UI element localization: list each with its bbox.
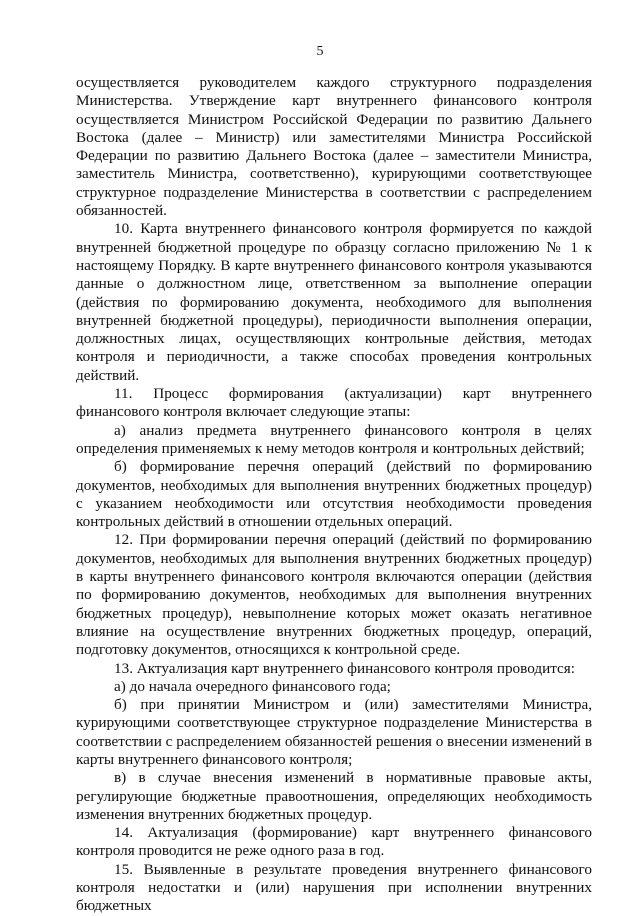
paragraph-continuation: осуществляется руководителем каждого структурного подразделения Министерства. Утверждение карт внутреннего финансового контроля осуществляется Министром Российской Федерации по развитию Дальнего Востока (далее – Министр) или заместителями Министра Российской Федерации по развитию Дальнего Востока (далее – заместители Министра, заместитель Министра, соответственно), курирующими соответствующее структурное подразделение Министерства в соответствии с распределением обязанностей. [76, 74, 592, 220]
paragraph-12: 12. При формировании перечня операций (действий по формированию документов, необходимых для выполнения внутренних бюджетных процедур) в карты внутреннего финансового контроля включаются операции (действия по формированию документов, необходимых для выполнения внутренних бюджетных процедур), невыполнение которых может оказать негативное влияние на осуществление внутренних бюджетных процедур, операций, подготовку документов, относящихся к контрольной среде. [76, 531, 592, 659]
paragraph-11-a: а) анализ предмета внутреннего финансового контроля в целях определения применяемых к нему методов контроля и контрольных действий; [76, 421, 592, 457]
page-number: 5 [316, 44, 324, 59]
paragraph-13-a: а) до начала очередного финансового года; [114, 677, 391, 695]
paragraph-15: 15. Выявленные в результате проведения внутреннего финансового контроля недостатки и (или) нарушения при исполнении внутренних бюджетных [76, 860, 592, 915]
paragraph-13: 13. Актуализация карт внутреннего финансового контроля проводится: [114, 659, 575, 677]
paragraph-13-b: б) при принятии Министром и (или) заместителями Министра, курирующими соответствующее структурное подразделение Министерства в соответствии с распределением обязанностей решения о внесении изменений в карты внутреннего финансового контроля; [76, 696, 592, 768]
document-body [76, 74, 592, 916]
paragraph-13-c: в) в случае внесения изменений в нормативные правовые акты, регулирующие бюджетные правоотношения, определяющих необходимость изменения внутренних бюджетных процедур. [76, 769, 592, 823]
paragraph-11: 11. Процесс формирования (актуализации) карт внутреннего финансового контроля включает следующие этапы: [76, 385, 592, 421]
paragraph-10: 10. Карта внутреннего финансового контроля формируется по каждой внутренней бюджетной процедуре по образцу согласно приложению № 1 к настоящему Порядку. В карте внутреннего финансового контроля указываются данные о должностном лице, ответственном за выполнение операции (действия по формированию документа, необходимого для выполнения внутренней бюджетной процедуры), периодичности выполнения операции, должностных лицах, осуществляющих контрольные действия, методах контроля и периодичности, а также способах проведения контрольных действий. [76, 220, 592, 384]
paragraph-11-b: б) формирование перечня операций (действий по формированию документов, необходимых для выполнения внутренних бюджетных процедур) с указанием необходимости или отсутствия необходимости проведения контрольных действий в отношении отдельных операций. [76, 458, 592, 531]
paragraph-14: 14. Актуализация (формирование) карт внутреннего финансового контроля проводится не реже одного раза в год. [76, 824, 592, 860]
